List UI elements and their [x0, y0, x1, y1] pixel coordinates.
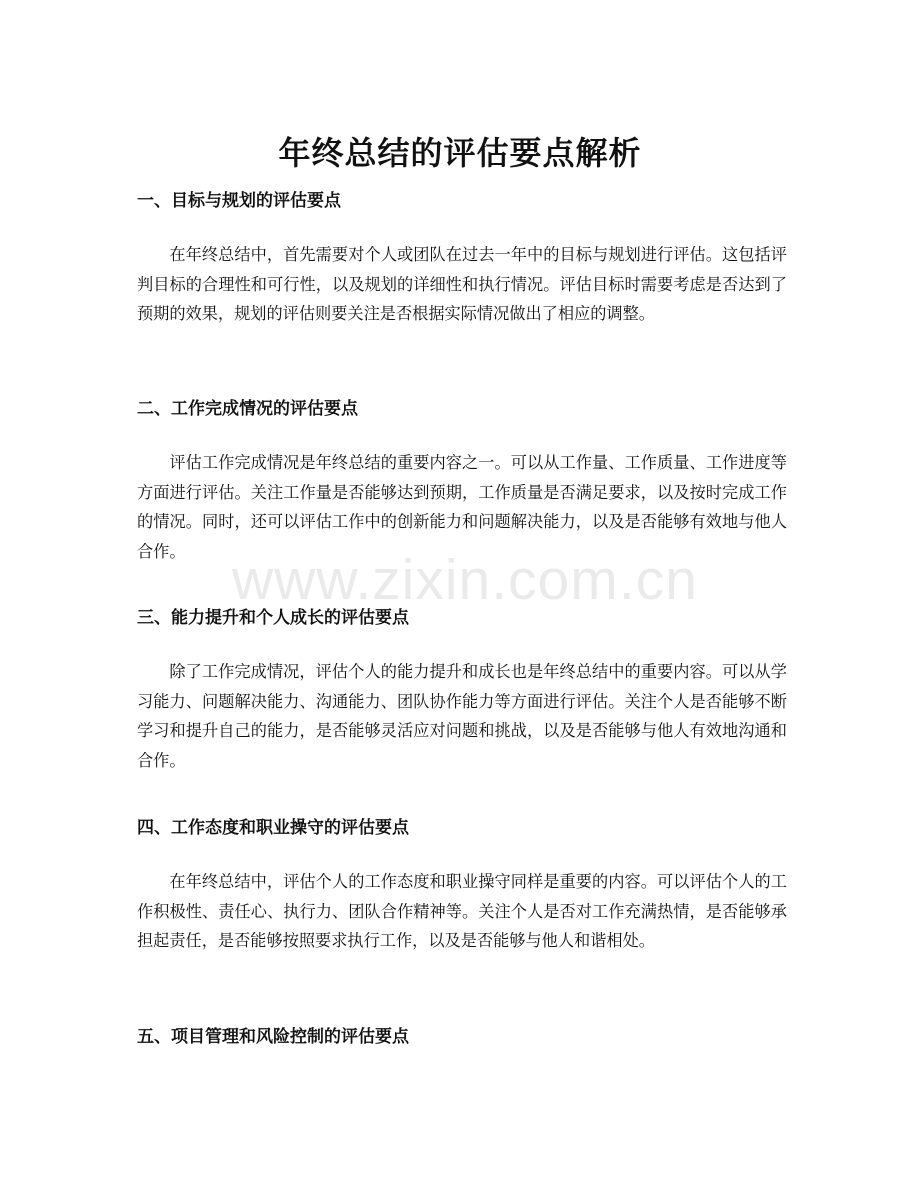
section-ability-growth	[137, 605, 787, 775]
section-heading: 二、工作完成情况的评估要点	[137, 399, 358, 419]
section-paragraph: 在年终总结中，评估个人的工作态度和职业操守同样是重要的内容。可以评估个人的工作积极性、责任心、执行力、团队合作精神等。关注个人是否对工作充满热情，是否能够承担起责任，是否能够按照要求执行工作，以及是否能够与他人和谐相处。	[137, 872, 787, 950]
section-work-completion	[137, 396, 787, 566]
section-paragraph: 在年终总结中，首先需要对个人或团队在过去一年中的目标与规划进行评估。这包括评判目标的合理性和可行性，以及规划的详细性和执行情况。评估目标时需要考虑是否达到了预期的效果，规划的评估则要关注是否根据实际情况做出了相应的调整。	[137, 245, 787, 323]
section-project-risk	[137, 1024, 787, 1050]
section-heading: 四、工作态度和职业操守的评估要点	[137, 818, 409, 838]
section-paragraph: 除了工作完成情况，评估个人的能力提升和成长也是年终总结中的重要内容。可以从学习能力、问题解决能力、沟通能力、团队协作能力等方面进行评估。关注个人是否能够不断学习和提升自己的能力，是否能够灵活应对问题和挑战，以及是否能够与他人有效地沟通和合作。	[137, 662, 787, 770]
section-heading: 五、项目管理和风险控制的评估要点	[137, 1027, 409, 1047]
section-heading: 三、能力提升和个人成长的评估要点	[137, 608, 409, 628]
document-title: 年终总结的评估要点解析	[278, 134, 642, 173]
watermark: www.zixin.com.cn	[232, 548, 698, 612]
section-heading: 一、目标与规划的评估要点	[137, 191, 341, 211]
section-attitude-ethics	[137, 815, 787, 956]
section-goals-planning	[137, 188, 787, 329]
section-paragraph: 评估工作完成情况是年终总结的重要内容之一。可以从工作量、工作质量、工作进度等方面进行评估。关注工作量是否能够达到预期，工作质量是否满足要求，以及按时完成工作的情况。同时，还可以评估工作中的创新能力和问题解决能力，以及是否能够有效地与他人合作。	[137, 453, 787, 561]
